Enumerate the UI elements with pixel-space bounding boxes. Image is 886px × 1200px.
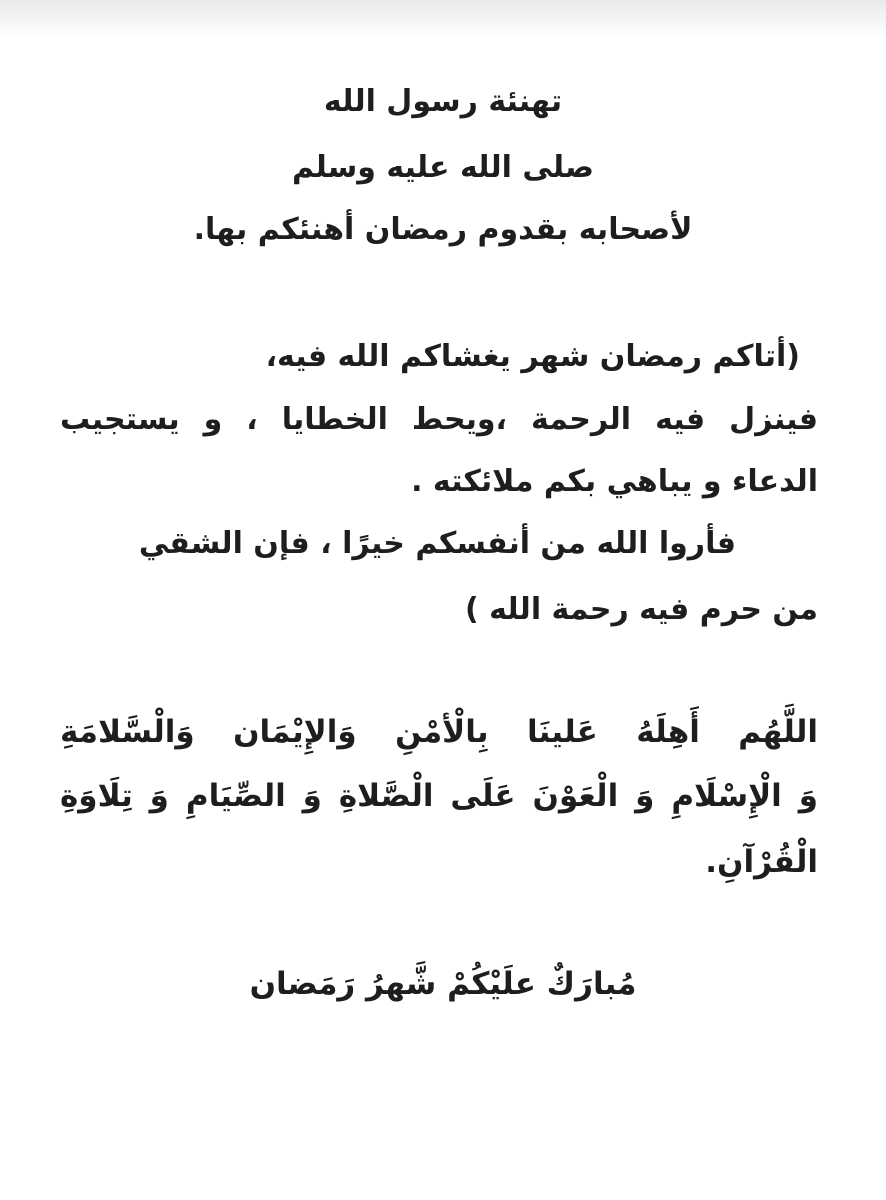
hadith-line-3: الدعاء و يباهي بكم ملائكته . [411, 464, 818, 499]
hadith-line-1: (أتاكم رمضان شهر يغشاكم الله فيه، [265, 339, 800, 374]
greeting-subtitle: لأصحابه بقدوم رمضان أهنئكم بها. [193, 212, 693, 247]
closing-blessing: مُبارَكٌ علَيْكُمْ شَّهرُ رَمَضان [249, 966, 637, 1002]
hadith-line-4: فأروا الله من أنفسكم خيرًا ، فإن الشقي [138, 526, 736, 561]
dua-line-1: اللَّهُم أَهِلَهُ عَلينَا بِالْأمْنِ وَالإِيْمَان وَالْسَّلامَةِ [60, 714, 818, 750]
hadith-line-2: فينزل فيه الرحمة ،ويحط الخطايا ، و يستجيب [60, 402, 818, 437]
dua-line-2: وَ الْإِسْلَامِ وَ الْعَوْنَ عَلَى الْصَّلاةِ وَ الصِّيَامِ وَ تِلَاوَةِ [60, 778, 818, 814]
hadith-line-5: من حرم فيه رحمة الله ) [464, 592, 818, 627]
dua-line-3: الْقُرْآنِ. [705, 844, 818, 880]
greeting-title: تهنئة رسول الله [323, 84, 563, 119]
greeting-salutation: صلى الله عليه وسلم [291, 150, 594, 185]
